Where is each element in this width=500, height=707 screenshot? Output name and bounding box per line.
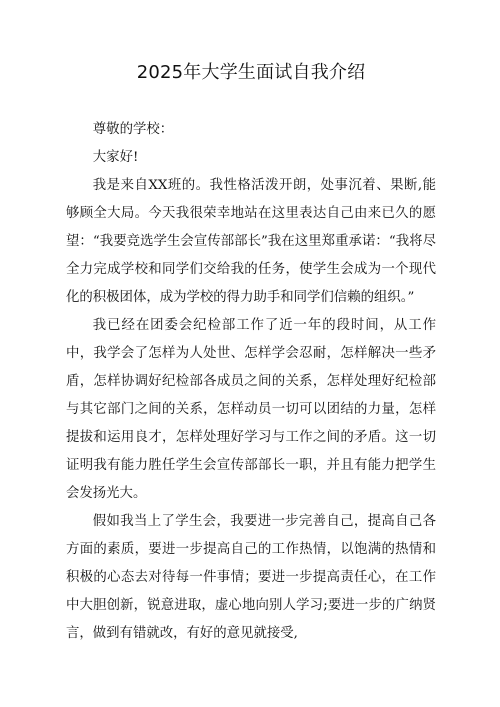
greeting: 大家好! (92, 150, 139, 165)
title-spacer (66, 88, 436, 116)
document-title: 2025年大学生面试自我介绍 (136, 62, 366, 83)
paragraph-plans: 假如我当上了学生会，我要进一步完善自己，提高自己各方面的素质，要进一步提高自己的工作热情，以饱满的热情和积极的心态去对待每一件事情；要进一步提高责任心，在工作中大胆创新，锐意进取，虚心地向别人学习;要进一步的广纳贤言，做到有错就改，有好的意见就接受, (66, 514, 436, 641)
paragraph-introduction: 我是来自XX班的。我性格活泼开朗，处事沉着、果断,能够顾全大局。今天我很荣幸地站在这里表达自己由来已久的愿望：“我要竞选学生会宣传部部长”我在这里郑重承诺：“我将尽全力完成学校和同学们交给我的任务，使学生会成为一个现代化的积极团体，成为学校的得力助手和同学们信赖的组织。” (66, 178, 436, 305)
salutation: 尊敬的学校： (92, 122, 174, 137)
paragraph-experience: 我已经在团委会纪检部工作了近一年的段时间，从工作中，我学会了怎样为人处世、怎样学会忍耐，怎样解决一些矛盾，怎样协调好纪检部各成员之间的关系，怎样处理好纪检部与其它部门之间的关系，怎样动员一切可以团结的力量，怎样提拔和运用良才，怎样处理好学习与工作之间的矛盾。这一切证明我有能力胜任学生会宣传部部长一职，并且有能力把学生会发扬光大。 (66, 318, 436, 501)
